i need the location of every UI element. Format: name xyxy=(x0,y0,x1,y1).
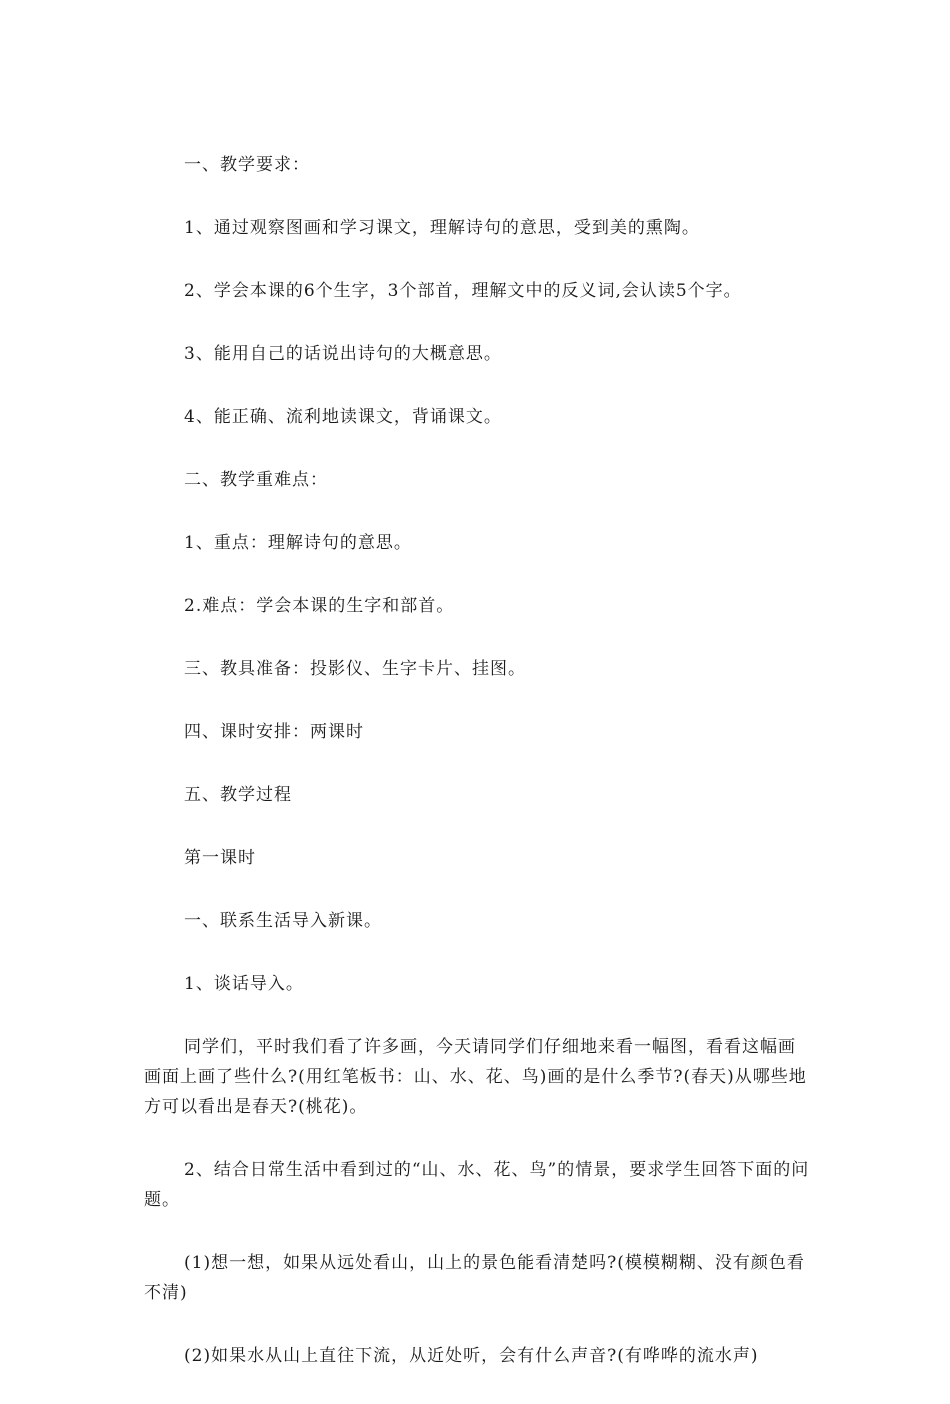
section-heading-key-points: 二、教学重难点： xyxy=(184,470,328,490)
requirement-item-4: 4、能正确、流利地读课文，背诵课文。 xyxy=(184,407,502,427)
question-item-1: (1)想一想，如果从远处看山，山上的景色能看清楚吗?(模模糊糊、没有颜色看不清) xyxy=(144,1253,805,1303)
process-substep-1: 1、谈话导入。 xyxy=(184,974,304,994)
process-step-intro: 一、联系生活导入新课。 xyxy=(184,911,382,931)
section-heading-materials: 三、教具准备：投影仪、生字卡片、挂图。 xyxy=(184,659,526,679)
body-paragraph-dialogue: 同学们，平时我们看了许多画，今天请同学们仔细地来看一幅图，看看这幅画画面上画了些什么?(用红笔板书：山、水、花、鸟)画的是什么季节?(春天)从哪些地方可以看出是春天?(桃花)。 xyxy=(144,1037,807,1117)
document-body xyxy=(144,150,810,1404)
requirement-item-3: 3、能用自己的话说出诗句的大概意思。 xyxy=(184,344,502,364)
question-item-2: (2)如果水从山上直往下流，从近处听，会有什么声音?(有哗哗的流水声) xyxy=(184,1346,759,1366)
requirement-item-1: 1、通过观察图画和学习课文，理解诗句的意思，受到美的熏陶。 xyxy=(184,218,700,238)
section-heading-process: 五、教学过程 xyxy=(184,785,292,805)
key-point-item-1: 1、重点：理解诗句的意思。 xyxy=(184,533,412,553)
key-point-item-2: 2.难点：学会本课的生字和部首。 xyxy=(184,596,455,616)
lesson-heading-first: 第一课时 xyxy=(184,848,256,868)
section-heading-requirements: 一、教学要求： xyxy=(184,155,310,175)
section-heading-schedule: 四、课时安排：两课时 xyxy=(184,722,364,742)
process-substep-2: 2、结合日常生活中看到过的“山、水、花、鸟”的情景，要求学生回答下面的问题。 xyxy=(144,1160,810,1210)
requirement-item-2: 2、学会本课的6个生字，3个部首，理解文中的反义词,会认读5个字。 xyxy=(184,281,742,301)
